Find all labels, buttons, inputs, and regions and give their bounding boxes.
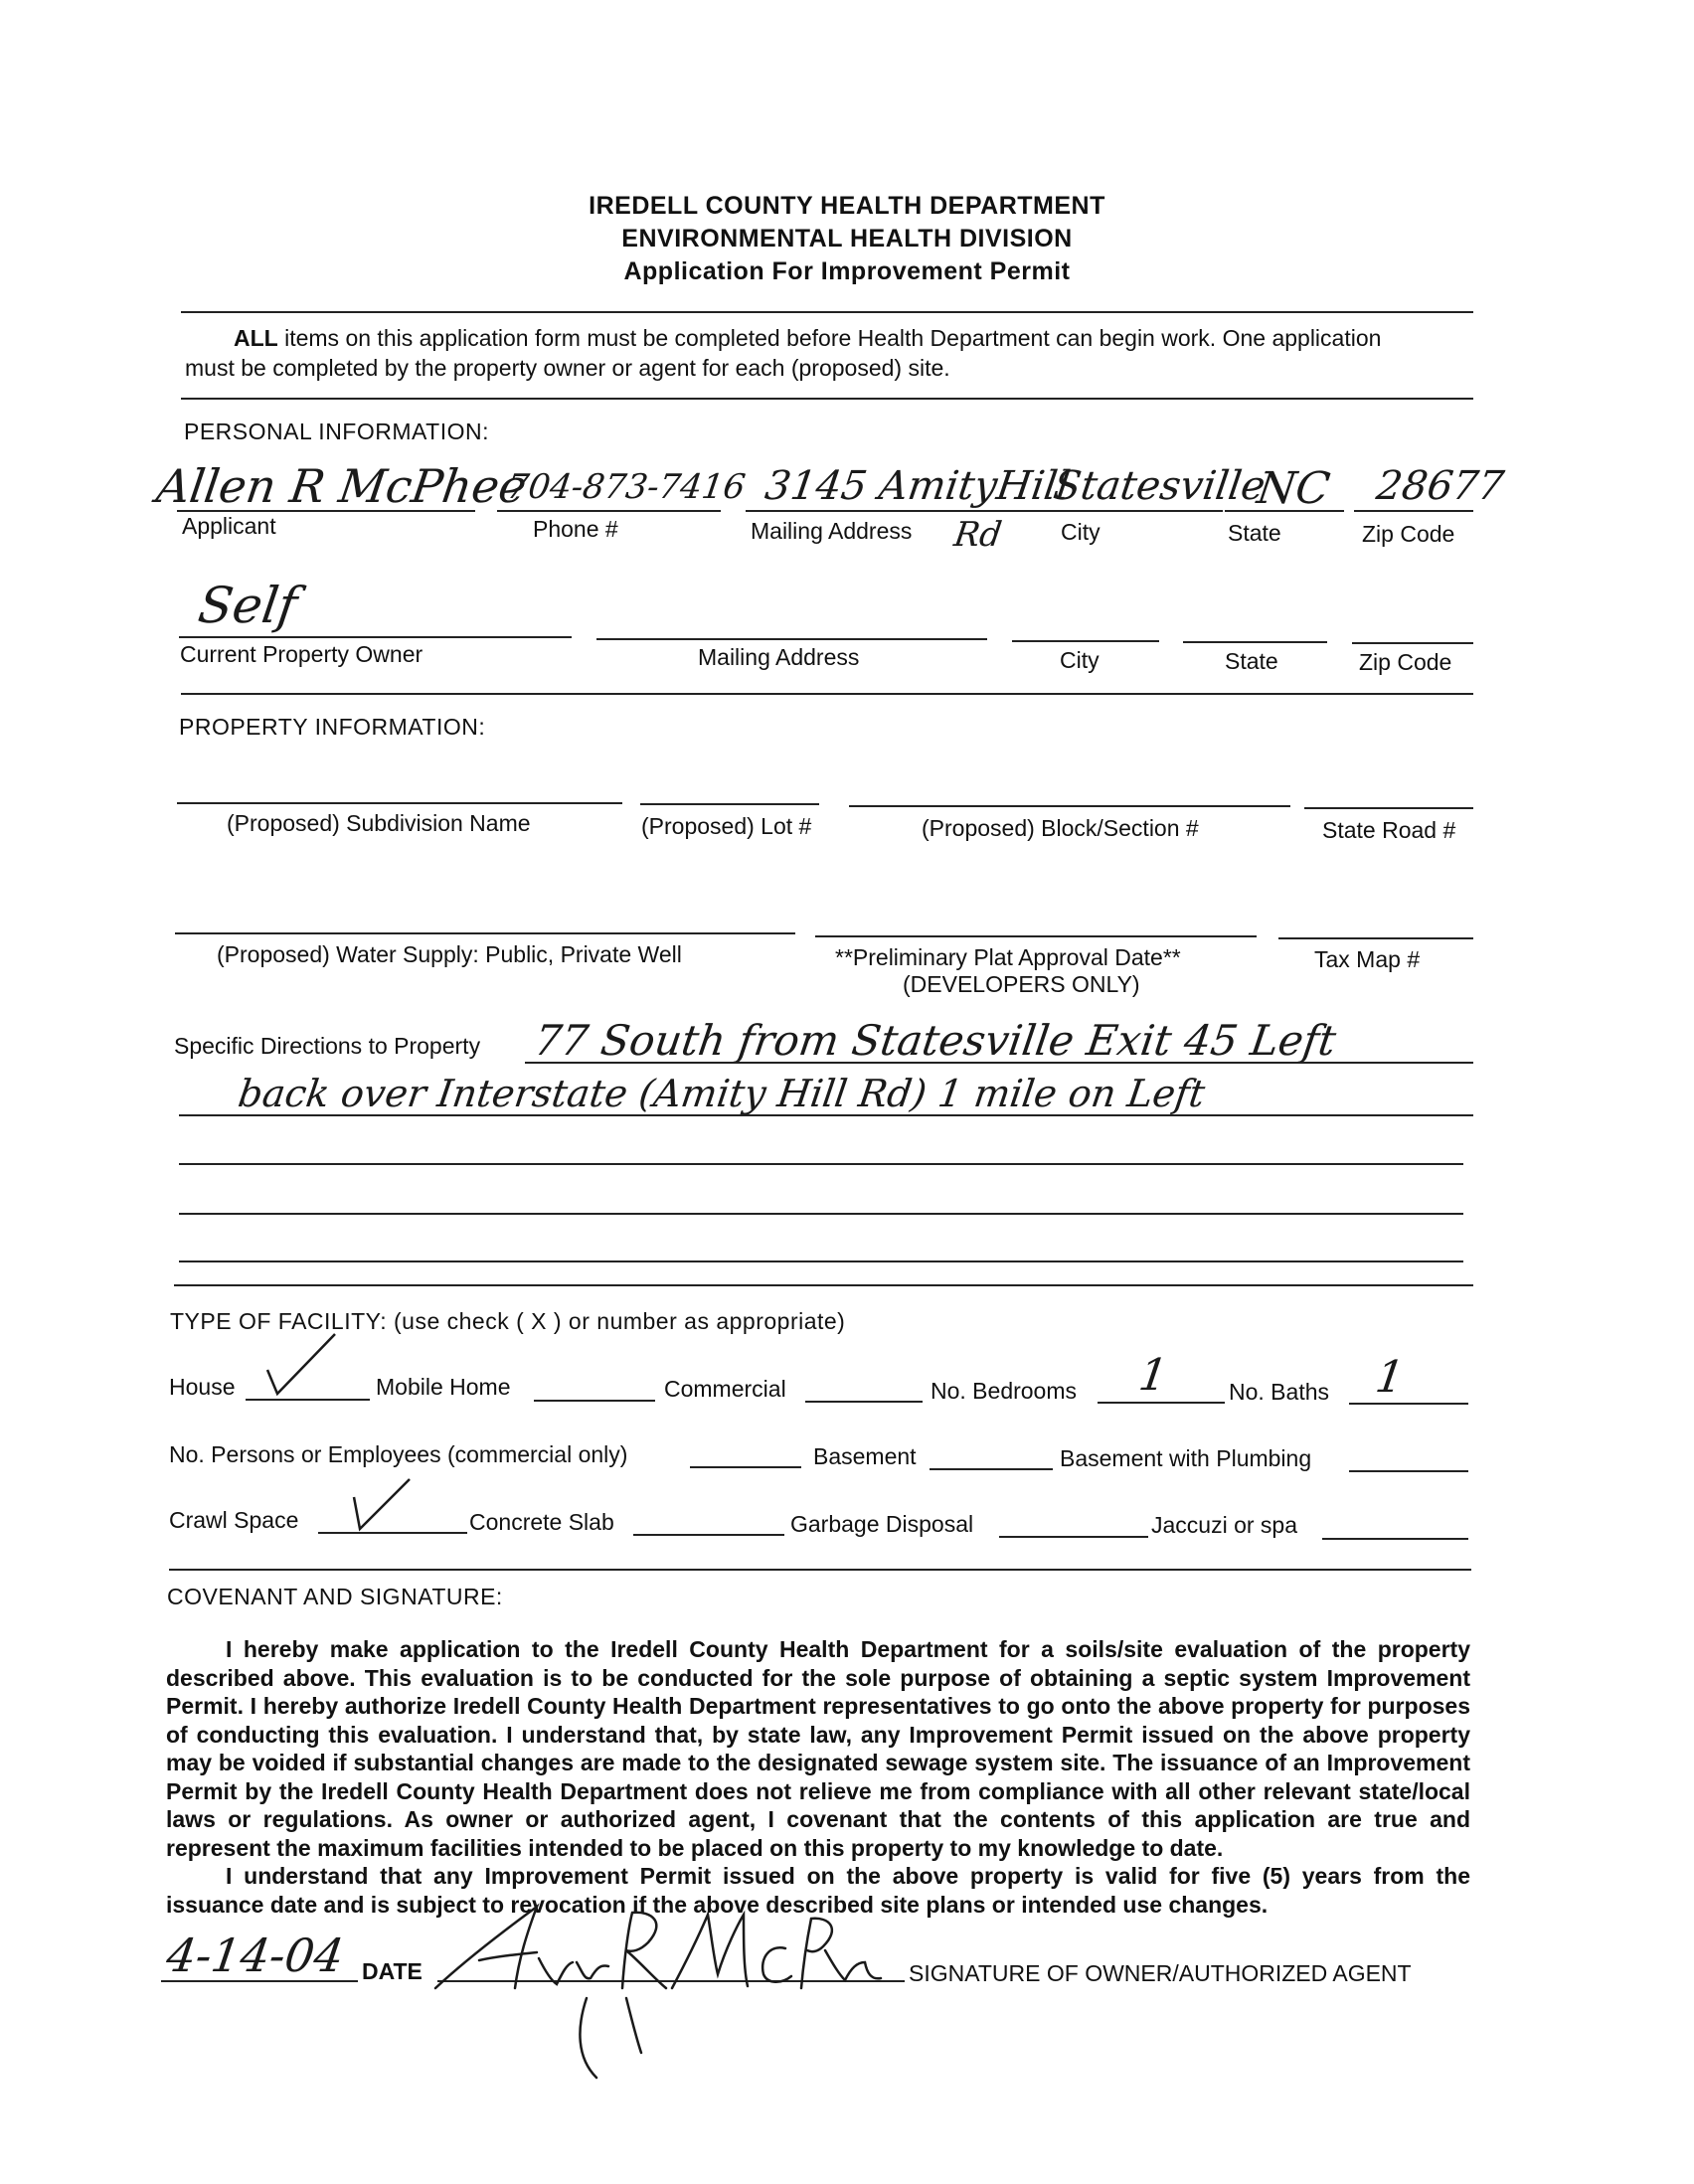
applicant-state-line bbox=[1225, 510, 1344, 512]
garbage-disposal-label: Garbage Disposal bbox=[790, 1511, 974, 1537]
date-label: DATE bbox=[362, 1958, 423, 1984]
directions-line-3 bbox=[179, 1163, 1463, 1165]
owner-city-line bbox=[1012, 640, 1159, 642]
phone-label: Phone # bbox=[533, 516, 618, 542]
directions-line-2-value: back over Interstate (Amity Hill Rd) 1 mile on Left bbox=[235, 1072, 1208, 1115]
state-road-line bbox=[1304, 807, 1473, 809]
personal-info-heading: PERSONAL INFORMATION: bbox=[184, 419, 489, 444]
owner-line bbox=[179, 636, 572, 638]
property-info-heading: PROPERTY INFORMATION: bbox=[179, 714, 486, 740]
signature-label: SIGNATURE OF OWNER/AUTHORIZED AGENT bbox=[909, 1960, 1412, 1986]
persons-label: No. Persons or Employees (commercial only) bbox=[169, 1441, 628, 1467]
mobile-home-line bbox=[534, 1400, 655, 1402]
department-title: IREDELL COUNTY HEALTH DEPARTMENT bbox=[589, 192, 1105, 220]
date-value: 4-14-04 bbox=[163, 1929, 348, 1982]
personal-info-rule bbox=[181, 693, 1473, 695]
applicant-name-line bbox=[177, 510, 475, 512]
directions-label: Specific Directions to Property bbox=[174, 1033, 481, 1059]
persons-line bbox=[690, 1466, 801, 1468]
owner-city-label: City bbox=[1060, 647, 1100, 673]
form-title: Application For Improvement Permit bbox=[623, 257, 1071, 285]
applicant-zip-line bbox=[1354, 510, 1473, 512]
lot-label: (Proposed) Lot # bbox=[641, 813, 812, 839]
tax-map-line bbox=[1278, 937, 1473, 939]
intro-line-1: ALL items on this application form must be completed before Health Department can begin work. One application bbox=[234, 325, 1382, 351]
applicant-address-rd-value: Rd bbox=[951, 515, 1005, 555]
baths-line bbox=[1349, 1403, 1468, 1405]
city-label: City bbox=[1061, 519, 1101, 545]
mobile-home-label: Mobile Home bbox=[376, 1374, 511, 1400]
owner-mailing-label: Mailing Address bbox=[698, 644, 860, 670]
directions-line-5 bbox=[179, 1260, 1463, 1262]
plat-approval-label: **Preliminary Plat Approval Date** bbox=[835, 944, 1181, 970]
bedrooms-line bbox=[1098, 1402, 1225, 1404]
covenant-paragraph-2: I understand that any Improvement Permit issued on the above property is valid for five (5) years from the issuance date and is subject to revocation if the above described site plans or intended use changes. bbox=[166, 1863, 1470, 1918]
owner-state-label: State bbox=[1225, 648, 1278, 674]
applicant-city-line bbox=[1014, 510, 1223, 512]
directions-line-1 bbox=[525, 1062, 1473, 1064]
owner-zip-label: Zip Code bbox=[1359, 649, 1452, 675]
division-title: ENVIRONMENTAL HEALTH DIVISION bbox=[621, 225, 1073, 252]
applicant-state-value: NC bbox=[1254, 463, 1333, 514]
directions-line-4 bbox=[179, 1213, 1463, 1215]
mailing-address-label: Mailing Address bbox=[751, 518, 913, 544]
jaccuzi-label: Jaccuzi or spa bbox=[1151, 1512, 1298, 1538]
applicant-name-value: Allen R McPhee bbox=[153, 459, 531, 513]
header-rule bbox=[181, 311, 1473, 313]
covenant-text bbox=[166, 1635, 1470, 1919]
applicant-signature-image bbox=[427, 1889, 885, 2088]
crawl-space-checkmark bbox=[348, 1475, 418, 1535]
intro-rule bbox=[181, 398, 1473, 400]
applicant-address-value: 3145 AmityHill bbox=[762, 463, 1074, 509]
covenant-paragraph-1: I hereby make application to the Iredell County Health Department for a soils/site evaluation of the property described above. This evaluation is to be conducted for the sole purpose of obtaining a septic system Improvement Permit. I hereby authorize Iredell County Health Department representatives to go onto the above property for purposes of conducting this evaluation. I understand that, by state law, any Improvement Permit issued on the above property may be voided if substantial changes are made to the designated sewage system site. The issuance of an Improvement Permit by the Iredell County Health Department does not relieve me from compliance with all other relevant state/local laws or regulations. As owner or authorized agent, I covenant that the contents of this application are true and represent the maximum facilities intended to be placed on this property to my knowledge to date. bbox=[166, 1636, 1470, 1861]
bedrooms-value: 1 bbox=[1135, 1350, 1171, 1401]
applicant-address-line bbox=[746, 510, 1014, 512]
plat-approval-line bbox=[815, 935, 1257, 937]
basement-line bbox=[930, 1468, 1053, 1470]
basement-plumbing-label: Basement with Plumbing bbox=[1060, 1445, 1312, 1471]
concrete-slab-line bbox=[633, 1534, 784, 1536]
basement-plumbing-line bbox=[1349, 1470, 1468, 1472]
date-line bbox=[161, 1980, 358, 1982]
developers-only-note: (DEVELOPERS ONLY) bbox=[903, 971, 1140, 997]
facility-heading: TYPE OF FACILITY: (use check ( X ) or number as appropriate) bbox=[170, 1308, 846, 1334]
owner-value: Self bbox=[194, 577, 301, 634]
zip-code-label: Zip Code bbox=[1362, 521, 1455, 547]
house-checkmark bbox=[263, 1330, 343, 1400]
garbage-disposal-line bbox=[999, 1536, 1148, 1538]
applicant-phone-line bbox=[497, 510, 721, 512]
directions-line-2 bbox=[179, 1114, 1473, 1116]
commercial-line bbox=[805, 1401, 923, 1403]
covenant-heading: COVENANT AND SIGNATURE: bbox=[167, 1584, 503, 1609]
applicant-label: Applicant bbox=[182, 513, 276, 539]
tax-map-label: Tax Map # bbox=[1314, 946, 1421, 972]
block-line bbox=[849, 805, 1290, 807]
applicant-phone-value: 704-873-7416 bbox=[504, 467, 749, 507]
lot-line bbox=[640, 803, 819, 805]
block-label: (Proposed) Block/Section # bbox=[922, 815, 1199, 841]
facility-rule bbox=[169, 1569, 1471, 1571]
baths-label: No. Baths bbox=[1229, 1379, 1329, 1405]
house-label: House bbox=[169, 1374, 236, 1400]
property-info-rule bbox=[174, 1284, 1473, 1286]
concrete-slab-label: Concrete Slab bbox=[469, 1509, 614, 1535]
state-label: State bbox=[1228, 520, 1281, 546]
applicant-zip-value: 28677 bbox=[1373, 463, 1507, 509]
applicant-city-value: Statesville bbox=[1050, 463, 1269, 509]
water-supply-line bbox=[175, 932, 795, 934]
commercial-label: Commercial bbox=[664, 1376, 786, 1402]
state-road-label: State Road # bbox=[1322, 817, 1456, 843]
subdivision-line bbox=[177, 802, 622, 804]
baths-value: 1 bbox=[1372, 1352, 1408, 1403]
basement-label: Basement bbox=[813, 1443, 917, 1469]
subdivision-label: (Proposed) Subdivision Name bbox=[227, 810, 531, 836]
bedrooms-label: No. Bedrooms bbox=[931, 1378, 1078, 1404]
water-supply-label: (Proposed) Water Supply: Public, Private Well bbox=[217, 941, 682, 967]
jaccuzi-line bbox=[1322, 1538, 1468, 1540]
current-owner-label: Current Property Owner bbox=[180, 641, 424, 667]
crawl-space-label: Crawl Space bbox=[169, 1507, 299, 1533]
directions-line-1-value: 77 South from Statesville Exit 45 Left bbox=[531, 1016, 1339, 1065]
owner-state-line bbox=[1183, 641, 1327, 643]
owner-mailing-line bbox=[596, 638, 987, 640]
owner-zip-line bbox=[1352, 642, 1473, 644]
intro-line-2: must be completed by the property owner or agent for each (proposed) site. bbox=[185, 355, 950, 381]
